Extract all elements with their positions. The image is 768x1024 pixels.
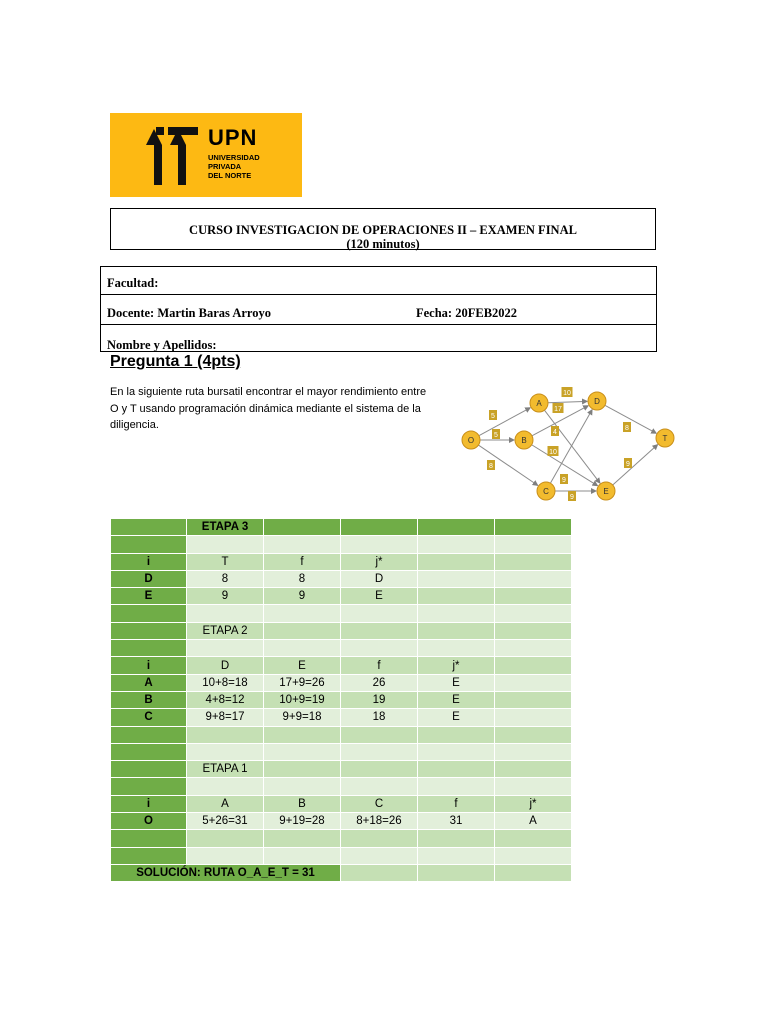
- table-row: [111, 847, 572, 864]
- table-cell: [187, 830, 264, 847]
- svg-text:C: C: [543, 487, 549, 496]
- edge-weight-A-E: [553, 403, 564, 413]
- table-cell: [495, 709, 572, 726]
- table-cell: [111, 726, 187, 743]
- table-cell: [418, 847, 495, 864]
- table-cell: B: [264, 795, 341, 812]
- table-cell: [495, 674, 572, 691]
- edge-E-T: [613, 445, 658, 485]
- table-cell: [341, 726, 418, 743]
- table-row: [111, 657, 572, 674]
- table-cell: [418, 743, 495, 760]
- table-row: [111, 553, 572, 570]
- table-cell: [111, 847, 187, 864]
- table-cell: [111, 622, 187, 639]
- solution-cell: SOLUCIÓN: RUTA O_A_E_T = 31: [111, 864, 341, 881]
- table-cell: [264, 536, 341, 553]
- edge-weight-B-E: [548, 446, 559, 456]
- svg-text:17: 17: [554, 406, 562, 413]
- table-row: [111, 640, 572, 657]
- table-cell: [111, 536, 187, 553]
- table-cell: [341, 622, 418, 639]
- table-row: [111, 570, 572, 587]
- route-network-diagram: [440, 381, 696, 511]
- table-cell: [495, 830, 572, 847]
- edge-A-D: [548, 401, 587, 402]
- table-cell: [418, 761, 495, 778]
- svg-text:5: 5: [491, 413, 495, 420]
- table-cell: [418, 778, 495, 795]
- table-cell: [495, 622, 572, 639]
- table-cell: [264, 640, 341, 657]
- svg-text:9: 9: [626, 461, 630, 468]
- svg-text:A: A: [536, 399, 542, 408]
- table-cell: ETAPA 2: [187, 622, 264, 639]
- table-cell: [341, 640, 418, 657]
- table-cell: [418, 726, 495, 743]
- question-text: En la siguiente ruta bursatil encontrar el mayor rendimiento entre O y T usando programación dinámica mediante el sistema de la diligencia.: [110, 386, 427, 431]
- table-cell: C: [341, 795, 418, 812]
- table-cell: f: [341, 657, 418, 674]
- exam-title: CURSO INVESTIGACION DE OPERACIONES II – EXAMEN FINAL: [189, 223, 577, 237]
- table-row: [111, 778, 572, 795]
- table-row: [111, 726, 572, 743]
- table-cell: [418, 622, 495, 639]
- upn-arrows-icon: [110, 113, 210, 197]
- table-cell: [495, 536, 572, 553]
- svg-text:B: B: [521, 436, 527, 445]
- table-cell: j*: [341, 553, 418, 570]
- table-cell: ETAPA 1: [187, 761, 264, 778]
- table-cell: [111, 743, 187, 760]
- table-cell: [341, 830, 418, 847]
- table-cell: [264, 847, 341, 864]
- table-cell: [418, 570, 495, 587]
- table-cell: [264, 778, 341, 795]
- table-cell: [341, 864, 418, 881]
- table-cell: 9+19=28: [264, 813, 341, 830]
- table-cell: 10+8=18: [187, 674, 264, 691]
- svg-text:10: 10: [549, 449, 557, 456]
- table-cell: [187, 726, 264, 743]
- table-cell: [264, 761, 341, 778]
- table-cell: E: [341, 588, 418, 605]
- table-cell: [187, 743, 264, 760]
- table-cell: 9: [187, 588, 264, 605]
- table-cell: T: [187, 553, 264, 570]
- table-cell: [418, 519, 495, 536]
- table-cell: f: [418, 795, 495, 812]
- table-cell: [187, 605, 264, 622]
- table-cell: [111, 605, 187, 622]
- table-cell: i: [111, 657, 187, 674]
- table-cell: A: [111, 674, 187, 691]
- table-cell: [341, 847, 418, 864]
- table-cell: E: [418, 709, 495, 726]
- svg-text:T: T: [662, 434, 668, 443]
- table-cell: [495, 743, 572, 760]
- table-cell: [341, 536, 418, 553]
- table-cell: [341, 743, 418, 760]
- table-cell: E: [418, 674, 495, 691]
- table-cell: [264, 622, 341, 639]
- table-cell: [264, 726, 341, 743]
- table-cell: 8: [187, 570, 264, 587]
- table-cell: [495, 570, 572, 587]
- table-cell: [495, 726, 572, 743]
- table-row: [111, 674, 572, 691]
- table-cell: [187, 640, 264, 657]
- table-cell: A: [495, 813, 572, 830]
- logo-line2: PRIVADA: [208, 162, 242, 171]
- svg-text:E: E: [603, 487, 609, 496]
- nombre-label: Nombre y Apellidos:: [107, 338, 217, 352]
- table-cell: [495, 691, 572, 708]
- table-cell: [495, 519, 572, 536]
- table-cell: 18: [341, 709, 418, 726]
- table-row: [111, 536, 572, 553]
- table-row: [111, 761, 572, 778]
- table-cell: [495, 553, 572, 570]
- table-cell: [495, 847, 572, 864]
- svg-text:9: 9: [562, 477, 566, 484]
- table-cell: [264, 830, 341, 847]
- table-cell: [495, 657, 572, 674]
- edge-weight-D-T: [623, 422, 631, 432]
- facultad-label: Facultad:: [107, 276, 159, 290]
- table-cell: [264, 743, 341, 760]
- logo-brand: UPN: [208, 125, 258, 150]
- table-cell: [341, 761, 418, 778]
- table-row: [111, 519, 572, 536]
- table-cell: [111, 640, 187, 657]
- edge-weight-O-C: [487, 460, 495, 470]
- svg-text:D: D: [594, 397, 600, 406]
- table-cell: 8+18=26: [341, 813, 418, 830]
- table-row: [111, 622, 572, 639]
- table-cell: [111, 519, 187, 536]
- table-cell: 17+9=26: [264, 674, 341, 691]
- table-cell: [418, 830, 495, 847]
- table-cell: [495, 588, 572, 605]
- solution-row: [111, 864, 572, 881]
- table-cell: [187, 778, 264, 795]
- table-cell: i: [111, 795, 187, 812]
- table-cell: [495, 640, 572, 657]
- docente-label: Docente: Martin Baras Arroyo: [107, 306, 271, 320]
- svg-text:8: 8: [489, 463, 493, 470]
- table-cell: [187, 536, 264, 553]
- table-cell: 31: [418, 813, 495, 830]
- dynamic-programming-table: [110, 518, 572, 882]
- table-row: [111, 691, 572, 708]
- node-O: [462, 431, 480, 449]
- table-cell: D: [111, 570, 187, 587]
- logo-line3: DEL NORTE: [208, 171, 252, 180]
- table-cell: E: [264, 657, 341, 674]
- table-cell: [341, 519, 418, 536]
- edge-weight-C-D: [560, 474, 568, 484]
- table-cell: j*: [495, 795, 572, 812]
- table-cell: ETAPA 3: [187, 519, 264, 536]
- table-cell: j*: [418, 657, 495, 674]
- table-cell: B: [111, 691, 187, 708]
- table-cell: 19: [341, 691, 418, 708]
- edge-weight-O-A: [489, 410, 497, 420]
- table-cell: 9+9=18: [264, 709, 341, 726]
- table-cell: i: [111, 553, 187, 570]
- table-cell: f: [264, 553, 341, 570]
- edge-weight-B-D: [551, 426, 559, 436]
- table-cell: [418, 588, 495, 605]
- table-cell: A: [187, 795, 264, 812]
- svg-text:4: 4: [553, 429, 557, 436]
- svg-text:8: 8: [625, 425, 629, 432]
- node-D: [588, 392, 606, 410]
- table-cell: [111, 761, 187, 778]
- table-cell: [418, 640, 495, 657]
- table-cell: [495, 864, 572, 881]
- table-cell: E: [111, 588, 187, 605]
- svg-text:9: 9: [570, 494, 574, 501]
- table-cell: 5+26=31: [187, 813, 264, 830]
- node-B: [515, 431, 533, 449]
- edge-weight-E-T: [624, 458, 632, 468]
- svg-text:5: 5: [494, 432, 498, 439]
- docente-row: [101, 295, 656, 325]
- facultad-row: [101, 267, 656, 295]
- table-row: [111, 709, 572, 726]
- table-row: [111, 743, 572, 760]
- table-row: [111, 588, 572, 605]
- table-cell: O: [111, 813, 187, 830]
- table-cell: [264, 605, 341, 622]
- nombre-row: [101, 325, 656, 353]
- table-row: [111, 813, 572, 830]
- svg-text:O: O: [467, 436, 475, 445]
- fecha-label: Fecha: 20FEB2022: [416, 306, 518, 320]
- table-cell: [264, 519, 341, 536]
- node-T: [656, 429, 674, 447]
- table-cell: D: [341, 570, 418, 587]
- table-cell: [341, 605, 418, 622]
- svg-text:10: 10: [563, 390, 571, 397]
- table-cell: [111, 830, 187, 847]
- student-info-box: [100, 266, 657, 352]
- node-E: [597, 482, 615, 500]
- table-cell: 26: [341, 674, 418, 691]
- logo-line1: UNIVERSIDAD: [208, 153, 260, 162]
- table-cell: [111, 778, 187, 795]
- table-cell: [495, 605, 572, 622]
- table-cell: 9+8=17: [187, 709, 264, 726]
- graph-edges: [478, 387, 657, 501]
- table-cell: [418, 553, 495, 570]
- table-cell: 10+9=19: [264, 691, 341, 708]
- question-title: Pregunta 1 (4pts): [110, 353, 241, 370]
- table-cell: [418, 605, 495, 622]
- table-row: [111, 795, 572, 812]
- table-cell: D: [187, 657, 264, 674]
- upn-logo: [110, 113, 302, 197]
- table-row: [111, 605, 572, 622]
- table-cell: [187, 847, 264, 864]
- node-A: [530, 394, 548, 412]
- table-cell: [418, 536, 495, 553]
- table-cell: [418, 864, 495, 881]
- edge-weight-A-D: [562, 387, 573, 397]
- table-cell: [341, 778, 418, 795]
- edge-weight-C-E: [568, 491, 576, 501]
- table-cell: 8: [264, 570, 341, 587]
- table-cell: 4+8=12: [187, 691, 264, 708]
- table-cell: [495, 778, 572, 795]
- table-cell: [495, 761, 572, 778]
- table-row: [111, 830, 572, 847]
- exam-duration: (120 minutos): [346, 237, 420, 251]
- node-C: [537, 482, 555, 500]
- table-cell: E: [418, 691, 495, 708]
- exam-title-box: [110, 208, 656, 250]
- edge-weight-O-B: [492, 429, 500, 439]
- table-cell: C: [111, 709, 187, 726]
- table-cell: 9: [264, 588, 341, 605]
